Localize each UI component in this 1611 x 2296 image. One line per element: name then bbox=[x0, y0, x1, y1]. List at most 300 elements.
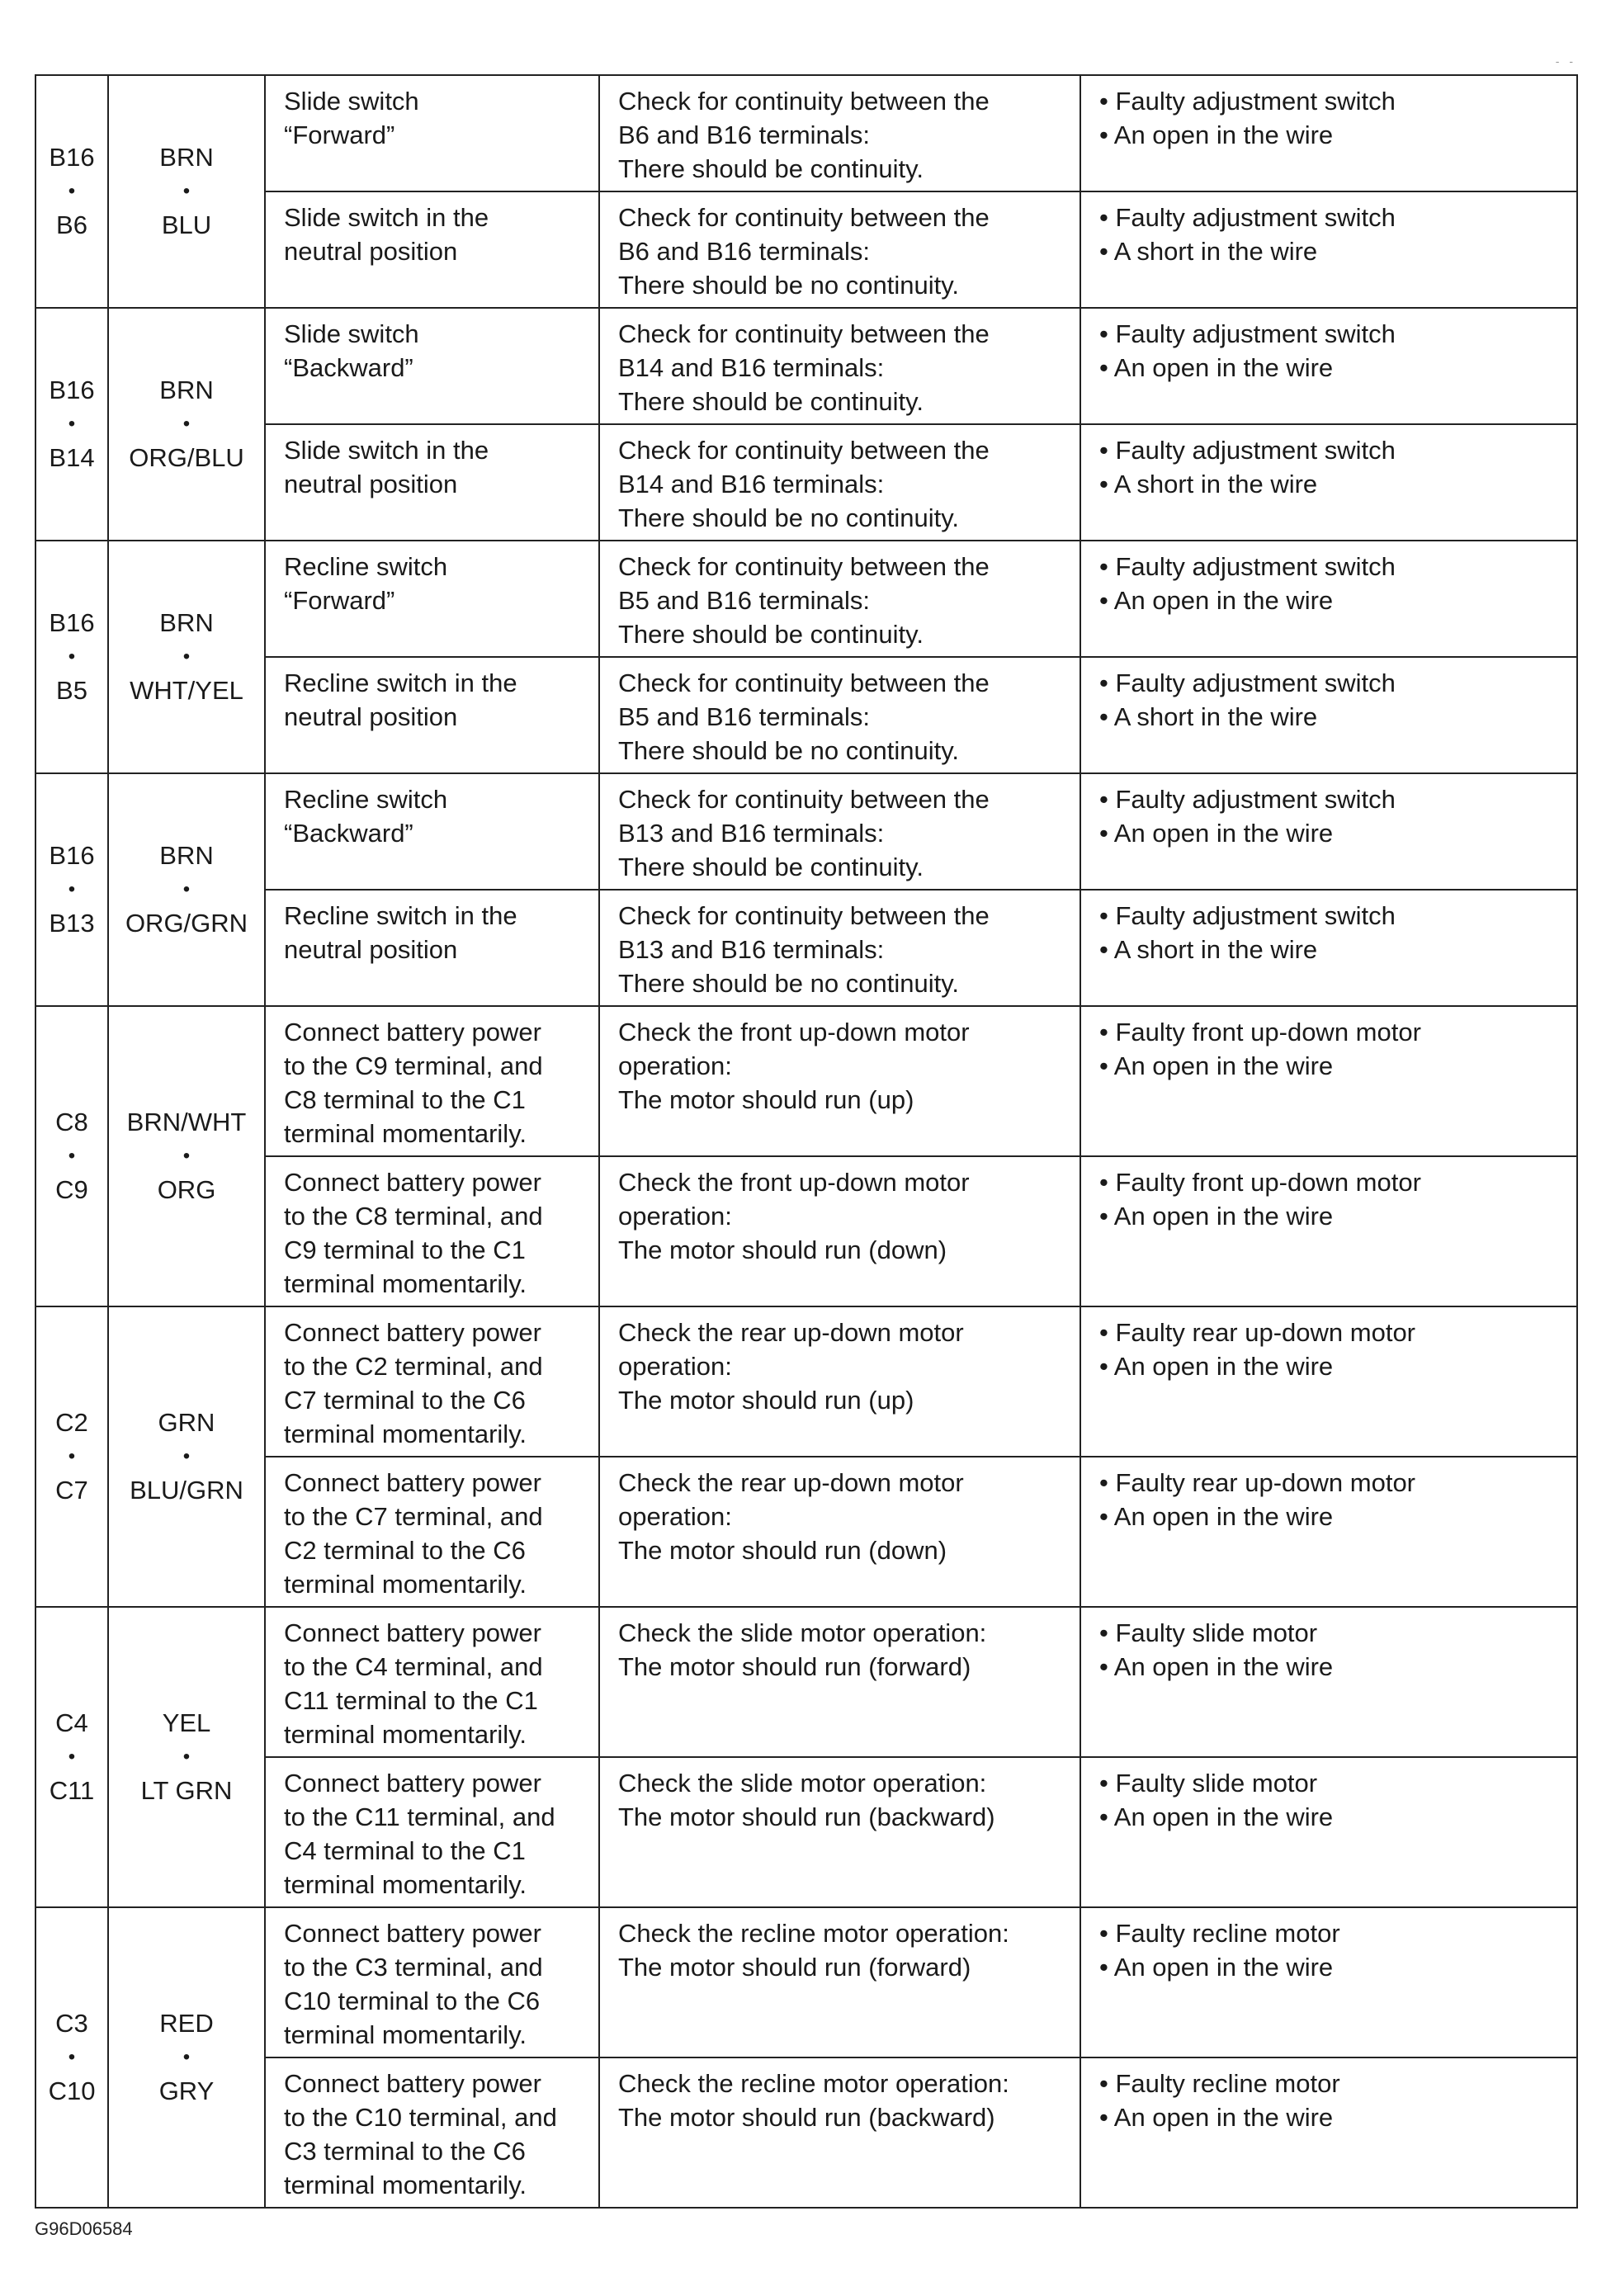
condition-cell bbox=[265, 1757, 599, 1907]
cause-text: Faulty rear up-down motor bbox=[1115, 1318, 1416, 1347]
test-procedure-cell bbox=[599, 657, 1080, 773]
cause-item bbox=[1099, 2100, 1563, 2134]
cause-item bbox=[1099, 1616, 1563, 1650]
bullet-icon: • bbox=[1099, 1352, 1114, 1381]
cause-item bbox=[1099, 1466, 1563, 1500]
test-procedure-cell bbox=[599, 773, 1080, 890]
possible-cause-cell bbox=[1080, 1757, 1577, 1907]
cause-item bbox=[1099, 201, 1563, 234]
separator-dot: • bbox=[182, 1445, 191, 1467]
bullet-icon: • bbox=[1099, 120, 1114, 149]
condition-cell bbox=[265, 1156, 599, 1306]
table-row bbox=[35, 1006, 1577, 1156]
bullet-icon: • bbox=[1099, 436, 1116, 465]
cause-text: Faulty recline motor bbox=[1115, 2069, 1340, 2098]
bullet-icon: • bbox=[1099, 87, 1116, 116]
condition-text: C7 terminal to the C6 bbox=[284, 1386, 526, 1415]
wire-color-label: BLU/GRN bbox=[130, 1476, 243, 1505]
bullet-icon: • bbox=[1099, 586, 1114, 615]
condition-text: “Forward” bbox=[284, 120, 395, 149]
cause-text: Faulty recline motor bbox=[1115, 1919, 1340, 1948]
separator-dot: • bbox=[68, 180, 76, 202]
possible-cause-cell bbox=[1080, 1306, 1577, 1457]
test-procedure-cell bbox=[599, 1907, 1080, 2057]
bullet-icon: • bbox=[1099, 353, 1114, 382]
separator-dot: • bbox=[182, 2046, 191, 2068]
test-text: Check for continuity between the bbox=[618, 319, 990, 348]
separator-dot: • bbox=[182, 180, 191, 202]
test-text: Check the recline motor operation: bbox=[618, 1919, 1009, 1948]
terminal-label: C2 bbox=[55, 1408, 88, 1437]
cause-text: Faulty adjustment switch bbox=[1115, 668, 1396, 697]
cause-item bbox=[1099, 1650, 1563, 1684]
table-row bbox=[35, 2057, 1577, 2208]
terminal-pair bbox=[40, 2006, 104, 2109]
condition-cell bbox=[265, 2057, 599, 2208]
cause-text: Faulty front up-down motor bbox=[1115, 1018, 1421, 1046]
wire-color-label: BRN bbox=[159, 143, 214, 172]
condition-cell bbox=[265, 75, 599, 191]
condition-text: terminal momentarily. bbox=[284, 2171, 527, 2199]
possible-cause-cell bbox=[1080, 191, 1577, 308]
test-text: B5 and B16 terminals: bbox=[618, 586, 871, 615]
bullet-icon: • bbox=[1099, 2069, 1116, 2098]
separator-dot: • bbox=[182, 1746, 191, 1768]
condition-text: Recline switch in the bbox=[284, 668, 517, 697]
terminal-pair bbox=[40, 606, 104, 708]
condition-text: Slide switch in the bbox=[284, 203, 489, 232]
bullet-icon: • bbox=[1099, 1618, 1116, 1647]
test-text: B6 and B16 terminals: bbox=[618, 237, 871, 266]
table-row bbox=[35, 1457, 1577, 1607]
condition-text: to the C4 terminal, and bbox=[284, 1652, 543, 1681]
terminal-label: B16 bbox=[49, 143, 95, 172]
terminal-label: B16 bbox=[49, 608, 95, 637]
table-row bbox=[35, 1156, 1577, 1306]
condition-text: Recline switch in the bbox=[284, 901, 517, 930]
switch-test-table bbox=[35, 74, 1578, 2209]
possible-cause-cell bbox=[1080, 773, 1577, 890]
terminal-label: B16 bbox=[49, 841, 95, 870]
wire-color-pair bbox=[112, 1706, 261, 1808]
cause-text: A short in the wire bbox=[1113, 935, 1318, 964]
bullet-icon: • bbox=[1099, 1919, 1116, 1948]
separator-dot: • bbox=[182, 1145, 191, 1167]
wire-color-cell bbox=[108, 1006, 265, 1306]
possible-cause-cell bbox=[1080, 1607, 1577, 1757]
separator-dot: • bbox=[68, 645, 76, 668]
bullet-icon: • bbox=[1099, 1018, 1116, 1046]
wire-color-pair bbox=[112, 373, 261, 475]
condition-text: terminal momentarily. bbox=[284, 2020, 527, 2049]
terminal-pair-cell bbox=[35, 1306, 108, 1607]
condition-text: Recline switch bbox=[284, 552, 448, 581]
condition-text: C10 terminal to the C6 bbox=[284, 1987, 541, 2015]
bullet-icon: • bbox=[1099, 1652, 1114, 1681]
condition-text: to the C11 terminal, and bbox=[284, 1802, 555, 1831]
cause-text: An open in the wire bbox=[1113, 120, 1334, 149]
wire-color-cell bbox=[108, 1907, 265, 2208]
terminal-label: B14 bbox=[49, 443, 95, 472]
terminal-pair bbox=[40, 839, 104, 941]
cause-item bbox=[1099, 1950, 1563, 1984]
wire-color-pair bbox=[112, 839, 261, 941]
test-text: Check for continuity between the bbox=[618, 552, 990, 581]
cause-item bbox=[1099, 933, 1563, 966]
test-text: Check the front up-down motor bbox=[618, 1018, 970, 1046]
test-text: There should be continuity. bbox=[618, 154, 924, 183]
wire-color-pair bbox=[112, 1405, 261, 1508]
cause-text: An open in the wire bbox=[1113, 1051, 1334, 1080]
cause-item bbox=[1099, 1766, 1563, 1800]
wire-color-label: BRN bbox=[159, 608, 214, 637]
test-text: Check the rear up-down motor bbox=[618, 1468, 964, 1497]
terminal-label: C10 bbox=[48, 2076, 96, 2105]
terminal-pair bbox=[40, 1706, 104, 1808]
condition-text: terminal momentarily. bbox=[284, 1420, 527, 1448]
cause-text: Faulty adjustment switch bbox=[1115, 436, 1396, 465]
test-procedure-cell bbox=[599, 541, 1080, 657]
terminal-pair-cell bbox=[35, 541, 108, 773]
test-text: operation: bbox=[618, 1352, 732, 1381]
possible-cause-cell bbox=[1080, 890, 1577, 1006]
figure-code: G96D06584 bbox=[35, 2218, 133, 2239]
cause-text: An open in the wire bbox=[1113, 1352, 1334, 1381]
terminal-label: C8 bbox=[55, 1108, 88, 1136]
condition-cell bbox=[265, 308, 599, 424]
table-row bbox=[35, 308, 1577, 424]
test-text: B6 and B16 terminals: bbox=[618, 120, 871, 149]
cause-item bbox=[1099, 1165, 1563, 1199]
condition-cell bbox=[265, 657, 599, 773]
bullet-icon: • bbox=[1099, 1769, 1116, 1798]
condition-cell bbox=[265, 890, 599, 1006]
condition-text: Connect battery power bbox=[284, 1318, 541, 1347]
terminal-pair bbox=[40, 1405, 104, 1508]
separator-dot: • bbox=[68, 413, 76, 435]
cause-text: Faulty adjustment switch bbox=[1115, 901, 1396, 930]
cause-item bbox=[1099, 467, 1563, 501]
test-procedure-cell bbox=[599, 1156, 1080, 1306]
condition-cell bbox=[265, 1607, 599, 1757]
condition-text: Recline switch bbox=[284, 785, 448, 814]
condition-text: neutral position bbox=[284, 702, 458, 731]
condition-text: Connect battery power bbox=[284, 2069, 541, 2098]
test-procedure-cell bbox=[599, 191, 1080, 308]
cause-item bbox=[1099, 1800, 1563, 1834]
table-row bbox=[35, 541, 1577, 657]
wire-color-label: RED bbox=[159, 2009, 214, 2038]
wire-color-label: YEL bbox=[162, 1708, 211, 1737]
test-text: B13 and B16 terminals: bbox=[618, 819, 885, 848]
terminal-pair-cell bbox=[35, 1607, 108, 1907]
possible-cause-cell bbox=[1080, 1907, 1577, 2057]
test-procedure-cell bbox=[599, 1306, 1080, 1457]
table-row bbox=[35, 1757, 1577, 1907]
terminal-label: C11 bbox=[49, 1776, 95, 1805]
cause-item bbox=[1099, 317, 1563, 351]
test-text: The motor should run (down) bbox=[618, 1536, 947, 1565]
test-text: The motor should run (backward) bbox=[618, 2103, 995, 2132]
condition-cell bbox=[265, 191, 599, 308]
cause-item bbox=[1099, 1015, 1563, 1049]
test-text: Check the recline motor operation: bbox=[618, 2069, 1009, 2098]
wire-color-label: ORG bbox=[157, 1175, 216, 1204]
condition-text: Slide switch in the bbox=[284, 436, 489, 465]
condition-text: to the C9 terminal, and bbox=[284, 1051, 543, 1080]
test-text: Check for continuity between the bbox=[618, 203, 990, 232]
condition-text: neutral position bbox=[284, 470, 458, 498]
possible-cause-cell bbox=[1080, 2057, 1577, 2208]
cause-text: A short in the wire bbox=[1113, 237, 1318, 266]
terminal-label: B16 bbox=[49, 376, 95, 404]
test-text: B14 and B16 terminals: bbox=[618, 353, 885, 382]
test-text: The motor should run (down) bbox=[618, 1235, 947, 1264]
bullet-icon: • bbox=[1099, 819, 1114, 848]
condition-text: Slide switch bbox=[284, 319, 419, 348]
condition-cell bbox=[265, 424, 599, 541]
cause-item bbox=[1099, 1916, 1563, 1950]
condition-text: terminal momentarily. bbox=[284, 1119, 527, 1148]
terminal-label: C7 bbox=[55, 1476, 88, 1505]
terminal-label: B5 bbox=[56, 676, 87, 705]
condition-cell bbox=[265, 1457, 599, 1607]
test-text: Check for continuity between the bbox=[618, 901, 990, 930]
cause-text: Faulty adjustment switch bbox=[1115, 552, 1396, 581]
cause-item bbox=[1099, 1316, 1563, 1349]
wire-color-label: BRN/WHT bbox=[126, 1108, 247, 1136]
cause-item bbox=[1099, 583, 1563, 617]
condition-text: terminal momentarily. bbox=[284, 1720, 527, 1749]
bullet-icon: • bbox=[1099, 702, 1114, 731]
condition-text: “Backward” bbox=[284, 819, 413, 848]
separator-dot: • bbox=[68, 1445, 76, 1467]
table-row bbox=[35, 75, 1577, 191]
test-procedure-cell bbox=[599, 75, 1080, 191]
wire-color-cell bbox=[108, 1306, 265, 1607]
test-text: operation: bbox=[618, 1502, 732, 1531]
test-text: Check the front up-down motor bbox=[618, 1168, 970, 1197]
separator-dot: • bbox=[182, 878, 191, 900]
bullet-icon: • bbox=[1099, 2103, 1114, 2132]
bullet-icon: • bbox=[1099, 1802, 1114, 1831]
table-row bbox=[35, 773, 1577, 890]
possible-cause-cell bbox=[1080, 424, 1577, 541]
wire-color-label: BRN bbox=[159, 376, 214, 404]
terminal-pair-cell bbox=[35, 75, 108, 308]
terminal-label: B6 bbox=[56, 210, 87, 239]
cause-item bbox=[1099, 666, 1563, 700]
condition-text: to the C2 terminal, and bbox=[284, 1352, 543, 1381]
cause-item bbox=[1099, 899, 1563, 933]
cause-item bbox=[1099, 2067, 1563, 2100]
test-procedure-cell bbox=[599, 1757, 1080, 1907]
condition-text: Connect battery power bbox=[284, 1018, 541, 1046]
table-row bbox=[35, 424, 1577, 541]
test-text: operation: bbox=[618, 1202, 732, 1231]
condition-cell bbox=[265, 541, 599, 657]
test-text: There should be continuity. bbox=[618, 620, 924, 649]
condition-cell bbox=[265, 1306, 599, 1457]
possible-cause-cell bbox=[1080, 541, 1577, 657]
table-row bbox=[35, 1306, 1577, 1457]
wire-color-label: WHT/YEL bbox=[130, 676, 243, 705]
separator-dot: • bbox=[68, 1746, 76, 1768]
cause-text: Faulty adjustment switch bbox=[1115, 203, 1396, 232]
corner-mark: - - bbox=[1555, 54, 1576, 68]
condition-text: C9 terminal to the C1 bbox=[284, 1235, 526, 1264]
cause-text: An open in the wire bbox=[1113, 586, 1334, 615]
cause-item bbox=[1099, 550, 1563, 583]
condition-text: C8 terminal to the C1 bbox=[284, 1085, 526, 1114]
test-text: The motor should run (up) bbox=[618, 1386, 914, 1415]
test-text: There should be continuity. bbox=[618, 387, 924, 416]
terminal-pair-cell bbox=[35, 1006, 108, 1306]
test-text: The motor should run (forward) bbox=[618, 1953, 971, 1982]
cause-item bbox=[1099, 816, 1563, 850]
table-row bbox=[35, 1907, 1577, 2057]
separator-dot: • bbox=[182, 413, 191, 435]
wire-color-pair bbox=[112, 606, 261, 708]
possible-cause-cell bbox=[1080, 308, 1577, 424]
cause-text: Faulty rear up-down motor bbox=[1115, 1468, 1416, 1497]
condition-cell bbox=[265, 1907, 599, 2057]
wire-color-label: ORG/BLU bbox=[129, 443, 244, 472]
condition-text: terminal momentarily. bbox=[284, 1269, 527, 1298]
bullet-icon: • bbox=[1099, 901, 1116, 930]
bullet-icon: • bbox=[1099, 668, 1116, 697]
cause-text: Faulty adjustment switch bbox=[1115, 319, 1396, 348]
test-text: There should be continuity. bbox=[618, 853, 924, 881]
separator-dot: • bbox=[68, 1145, 76, 1167]
condition-text: Connect battery power bbox=[284, 1468, 541, 1497]
condition-text: to the C3 terminal, and bbox=[284, 1953, 543, 1982]
wire-color-label: LT GRN bbox=[140, 1776, 233, 1805]
cause-item bbox=[1099, 700, 1563, 734]
bullet-icon: • bbox=[1099, 1318, 1116, 1347]
condition-text: to the C8 terminal, and bbox=[284, 1202, 543, 1231]
cause-item bbox=[1099, 782, 1563, 816]
cause-item bbox=[1099, 1199, 1563, 1233]
wire-color-label: GRN bbox=[158, 1408, 215, 1437]
cause-text: Faulty slide motor bbox=[1115, 1769, 1318, 1798]
wire-color-cell bbox=[108, 1607, 265, 1907]
bullet-icon: • bbox=[1099, 935, 1114, 964]
condition-text: neutral position bbox=[284, 935, 458, 964]
possible-cause-cell bbox=[1080, 1457, 1577, 1607]
condition-text: Slide switch bbox=[284, 87, 419, 116]
terminal-pair-cell bbox=[35, 308, 108, 541]
cause-text: A short in the wire bbox=[1113, 702, 1318, 731]
cause-item bbox=[1099, 351, 1563, 385]
condition-text: Connect battery power bbox=[284, 1168, 541, 1197]
cause-text: An open in the wire bbox=[1113, 819, 1334, 848]
cause-text: An open in the wire bbox=[1113, 1802, 1334, 1831]
test-procedure-cell bbox=[599, 308, 1080, 424]
separator-dot: • bbox=[68, 878, 76, 900]
wire-color-cell bbox=[108, 75, 265, 308]
terminal-pair bbox=[40, 373, 104, 475]
bullet-icon: • bbox=[1099, 1168, 1116, 1197]
cause-item bbox=[1099, 118, 1563, 152]
test-text: Check for continuity between the bbox=[618, 87, 990, 116]
test-text: B14 and B16 terminals: bbox=[618, 470, 885, 498]
wire-color-label: BLU bbox=[161, 210, 212, 239]
terminal-label: B13 bbox=[49, 909, 95, 938]
test-text: The motor should run (forward) bbox=[618, 1652, 971, 1681]
condition-text: Connect battery power bbox=[284, 1919, 541, 1948]
separator-dot: • bbox=[68, 2046, 76, 2068]
test-text: There should be no continuity. bbox=[618, 969, 960, 998]
cause-item bbox=[1099, 234, 1563, 268]
condition-text: Connect battery power bbox=[284, 1769, 541, 1798]
wire-color-cell bbox=[108, 308, 265, 541]
bullet-icon: • bbox=[1099, 1468, 1116, 1497]
bullet-icon: • bbox=[1099, 203, 1116, 232]
cause-text: Faulty adjustment switch bbox=[1115, 785, 1396, 814]
bullet-icon: • bbox=[1099, 1051, 1114, 1080]
bullet-icon: • bbox=[1099, 1502, 1114, 1531]
wire-color-pair bbox=[112, 2006, 261, 2109]
condition-text: “Backward” bbox=[284, 353, 413, 382]
cause-text: Faulty front up-down motor bbox=[1115, 1168, 1421, 1197]
test-procedure-cell bbox=[599, 2057, 1080, 2208]
cause-text: An open in the wire bbox=[1113, 353, 1334, 382]
cause-text: Faulty slide motor bbox=[1115, 1618, 1318, 1647]
test-text: The motor should run (up) bbox=[618, 1085, 914, 1114]
wire-color-cell bbox=[108, 541, 265, 773]
possible-cause-cell bbox=[1080, 1156, 1577, 1306]
cause-text: An open in the wire bbox=[1113, 1502, 1334, 1531]
table-row bbox=[35, 1607, 1577, 1757]
separator-dot: • bbox=[182, 645, 191, 668]
bullet-icon: • bbox=[1099, 470, 1114, 498]
test-text: Check for continuity between the bbox=[618, 436, 990, 465]
test-text: operation: bbox=[618, 1051, 732, 1080]
condition-text: Connect battery power bbox=[284, 1618, 541, 1647]
test-text: Check the rear up-down motor bbox=[618, 1318, 964, 1347]
cause-item bbox=[1099, 1049, 1563, 1083]
cause-text: Faulty adjustment switch bbox=[1115, 87, 1396, 116]
bullet-icon: • bbox=[1099, 1202, 1114, 1231]
test-text: Check for continuity between the bbox=[618, 668, 990, 697]
wire-color-label: GRY bbox=[158, 2076, 215, 2105]
table-row bbox=[35, 657, 1577, 773]
cause-text: A short in the wire bbox=[1113, 470, 1318, 498]
test-text: B5 and B16 terminals: bbox=[618, 702, 871, 731]
bullet-icon: • bbox=[1099, 552, 1116, 581]
test-text: Check the slide motor operation: bbox=[618, 1618, 987, 1647]
wire-color-label: BRN bbox=[159, 841, 214, 870]
condition-text: neutral position bbox=[284, 237, 458, 266]
terminal-label: C9 bbox=[55, 1175, 88, 1204]
bullet-icon: • bbox=[1099, 785, 1116, 814]
bullet-icon: • bbox=[1099, 237, 1114, 266]
wire-color-label: ORG/GRN bbox=[125, 909, 248, 938]
bullet-icon: • bbox=[1099, 319, 1116, 348]
test-procedure-cell bbox=[599, 1457, 1080, 1607]
test-procedure-cell bbox=[599, 890, 1080, 1006]
test-text: There should be no continuity. bbox=[618, 271, 960, 300]
condition-text: to the C10 terminal, and bbox=[284, 2103, 557, 2132]
test-text: There should be no continuity. bbox=[618, 736, 960, 765]
condition-text: terminal momentarily. bbox=[284, 1570, 527, 1599]
cause-item bbox=[1099, 84, 1563, 118]
terminal-pair bbox=[40, 140, 104, 243]
terminal-pair bbox=[40, 1105, 104, 1207]
table-row bbox=[35, 191, 1577, 308]
condition-cell bbox=[265, 773, 599, 890]
